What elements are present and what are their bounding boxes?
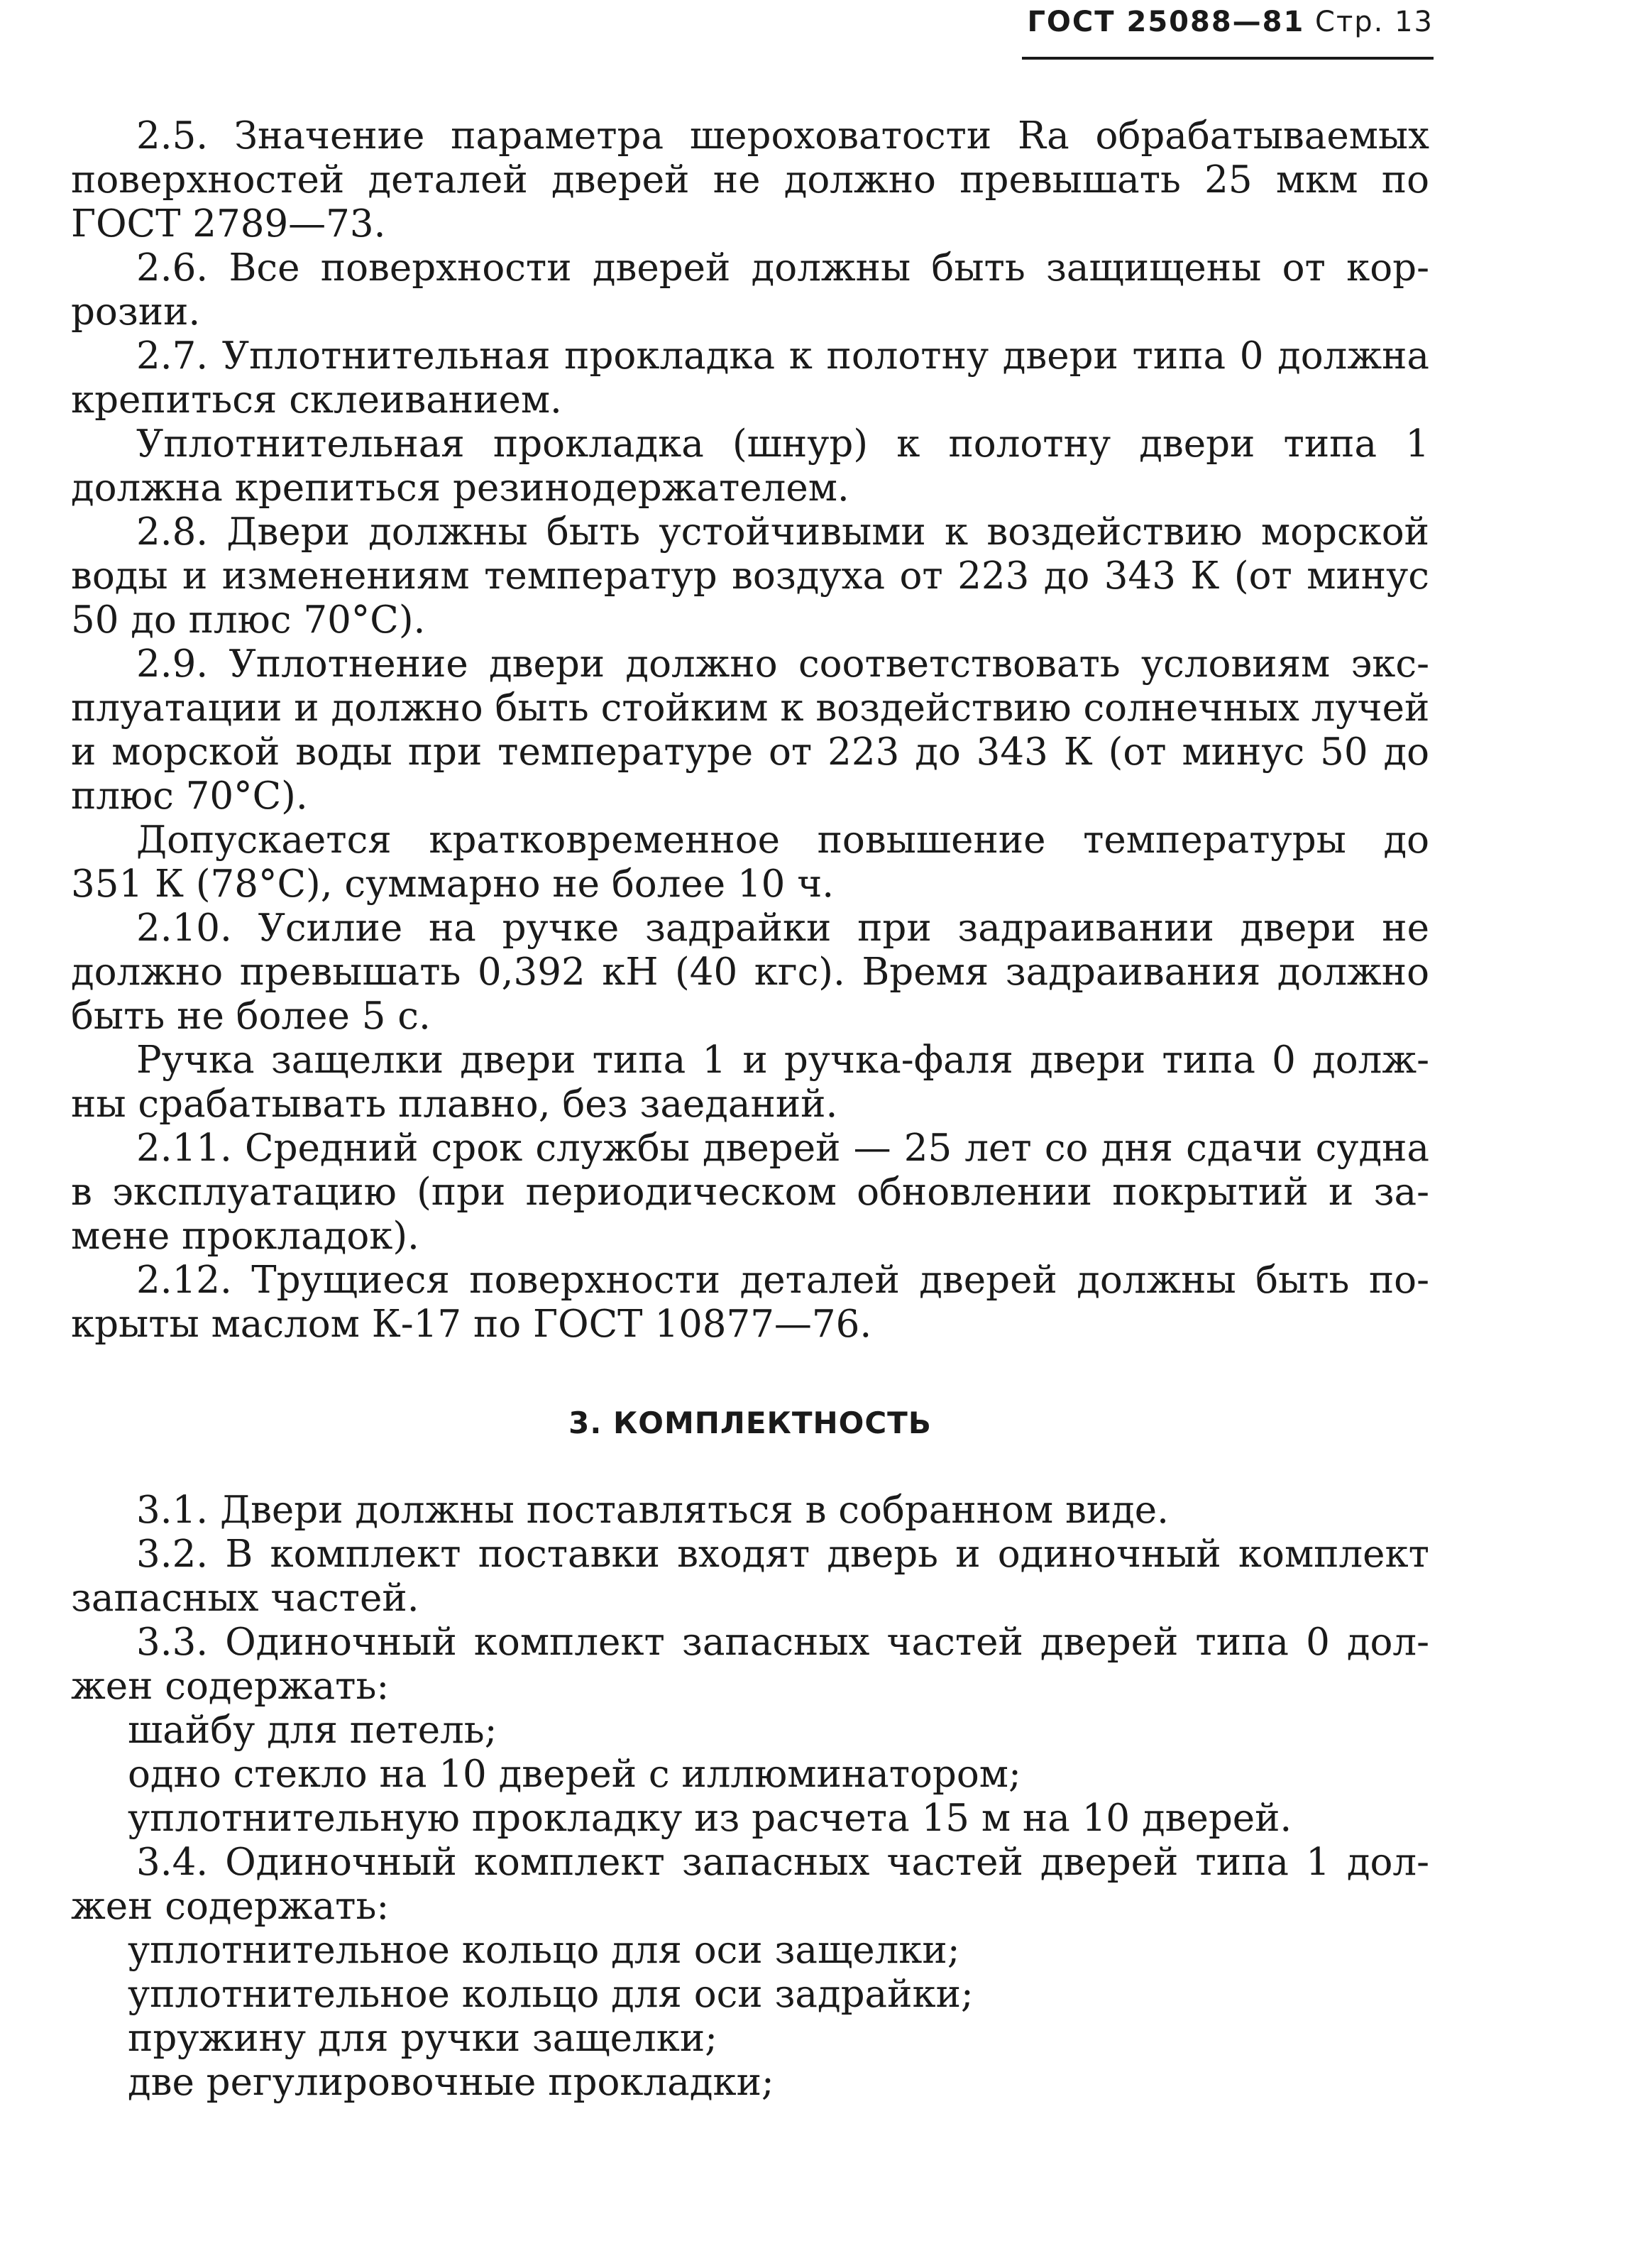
text-line: крыты маслом К-17 по ГОСТ 10877—76. — [71, 1303, 872, 1346]
text-line: быть не более 5 с. — [71, 995, 431, 1038]
text-line: 2.6. Все поверхности дверей должны быть защищены от кор- — [136, 246, 1429, 290]
text-line: должно превышать 0,392 кН (40 кгс). Время задраивания должно — [71, 951, 1429, 994]
standard-number: ГОСТ 25088—81 — [1027, 6, 1305, 38]
text-line: воды и изменениям температур воздуха от 223 до 343 К (от минус — [71, 554, 1429, 598]
text-line: поверхностей деталей дверей не должно превышать 25 мкм по — [71, 158, 1429, 202]
text-line: плуатации и должно быть стойким к воздействию солнечных лучей — [71, 686, 1430, 730]
list-item: уплотнительное кольцо для оси защелки; — [128, 1929, 960, 1972]
text-line: крепиться склеиванием. — [71, 378, 562, 422]
text-line: мене прокладок). — [71, 1215, 419, 1258]
list-item: две регулировочные прокладки; — [128, 2061, 774, 2104]
text-line: в эксплуатацию (при периодическом обновлении покрытий и за- — [71, 1171, 1429, 1214]
text-line: жен содержать: — [71, 1665, 390, 1708]
text-line: Уплотнительная прокладка (шнур) к полотну двери типа 1 — [136, 422, 1429, 466]
text-line: 2.5. Значение параметра шероховатости Ra обрабатываемых — [136, 114, 1429, 158]
text-line: ны срабатывать плавно, без заеданий. — [71, 1083, 838, 1126]
text-line: Допускается кратковременное повышение температуры до — [136, 818, 1429, 862]
text-line: 2.9. Уплотнение двери должно соответствовать условиям экс- — [136, 642, 1429, 686]
text-line: 3.1. Двери должны поставляться в собранном виде. — [136, 1489, 1169, 1532]
page-number: Стр. 13 — [1315, 6, 1434, 38]
list-item: уплотнительное кольцо для оси задрайки; — [128, 1973, 974, 2016]
text-line: 2.7. Уплотнительная прокладка к полотну двери типа 0 должна — [136, 334, 1429, 378]
text-line: должна крепиться резинодержателем. — [71, 466, 849, 510]
list-item: пружину для ручки защелки; — [128, 2017, 718, 2060]
text-line: 50 до плюс 70°С). — [71, 598, 426, 642]
list-item: одно стекло на 10 дверей с иллюминатором; — [128, 1753, 1021, 1796]
text-line: плюс 70°С). — [71, 774, 308, 818]
text-line: запасных частей. — [71, 1577, 419, 1620]
text-line: розии. — [71, 290, 201, 334]
text-line: 2.10. Усилие на ручке задрайки при задраивании двери не — [136, 906, 1429, 950]
list-item: уплотнительную прокладку из расчета 15 м на 10 дверей. — [128, 1797, 1292, 1840]
text-line: 2.12. Трущиеся поверхности деталей дверей должны быть по- — [136, 1259, 1429, 1302]
text-line: и морской воды при температуре от 223 до 343 К (от минус 50 до — [71, 730, 1429, 774]
header-standard — [1027, 6, 1434, 38]
section-heading: 3. КОМПЛЕКТНОСТЬ — [568, 1406, 932, 1440]
text-line: 2.11. Средний срок службы дверей — 25 лет со дня сдачи судна — [136, 1127, 1429, 1170]
text-line: жен содержать: — [71, 1885, 390, 1928]
text-line: 351 К (78°С), суммарно не более 10 ч. — [71, 862, 835, 906]
text-line: ГОСТ 2789—73. — [71, 202, 386, 246]
text-line: 3.3. Одиночный комплект запасных частей дверей типа 0 дол- — [136, 1621, 1429, 1664]
running-header — [1022, 6, 1434, 62]
text-line: 2.8. Двери должны быть устойчивыми к воздействию морской — [136, 510, 1429, 554]
list-item: шайбу для петель; — [128, 1709, 497, 1752]
text-line: 3.2. В комплект поставки входят дверь и одиночный комплект — [136, 1533, 1429, 1576]
header-rule — [1022, 57, 1434, 60]
text-line: Ручка защелки двери типа 1 и ручка-фаля двери типа 0 долж- — [136, 1039, 1429, 1082]
text-line: 3.4. Одиночный комплект запасных частей дверей типа 1 дол- — [136, 1841, 1429, 1884]
